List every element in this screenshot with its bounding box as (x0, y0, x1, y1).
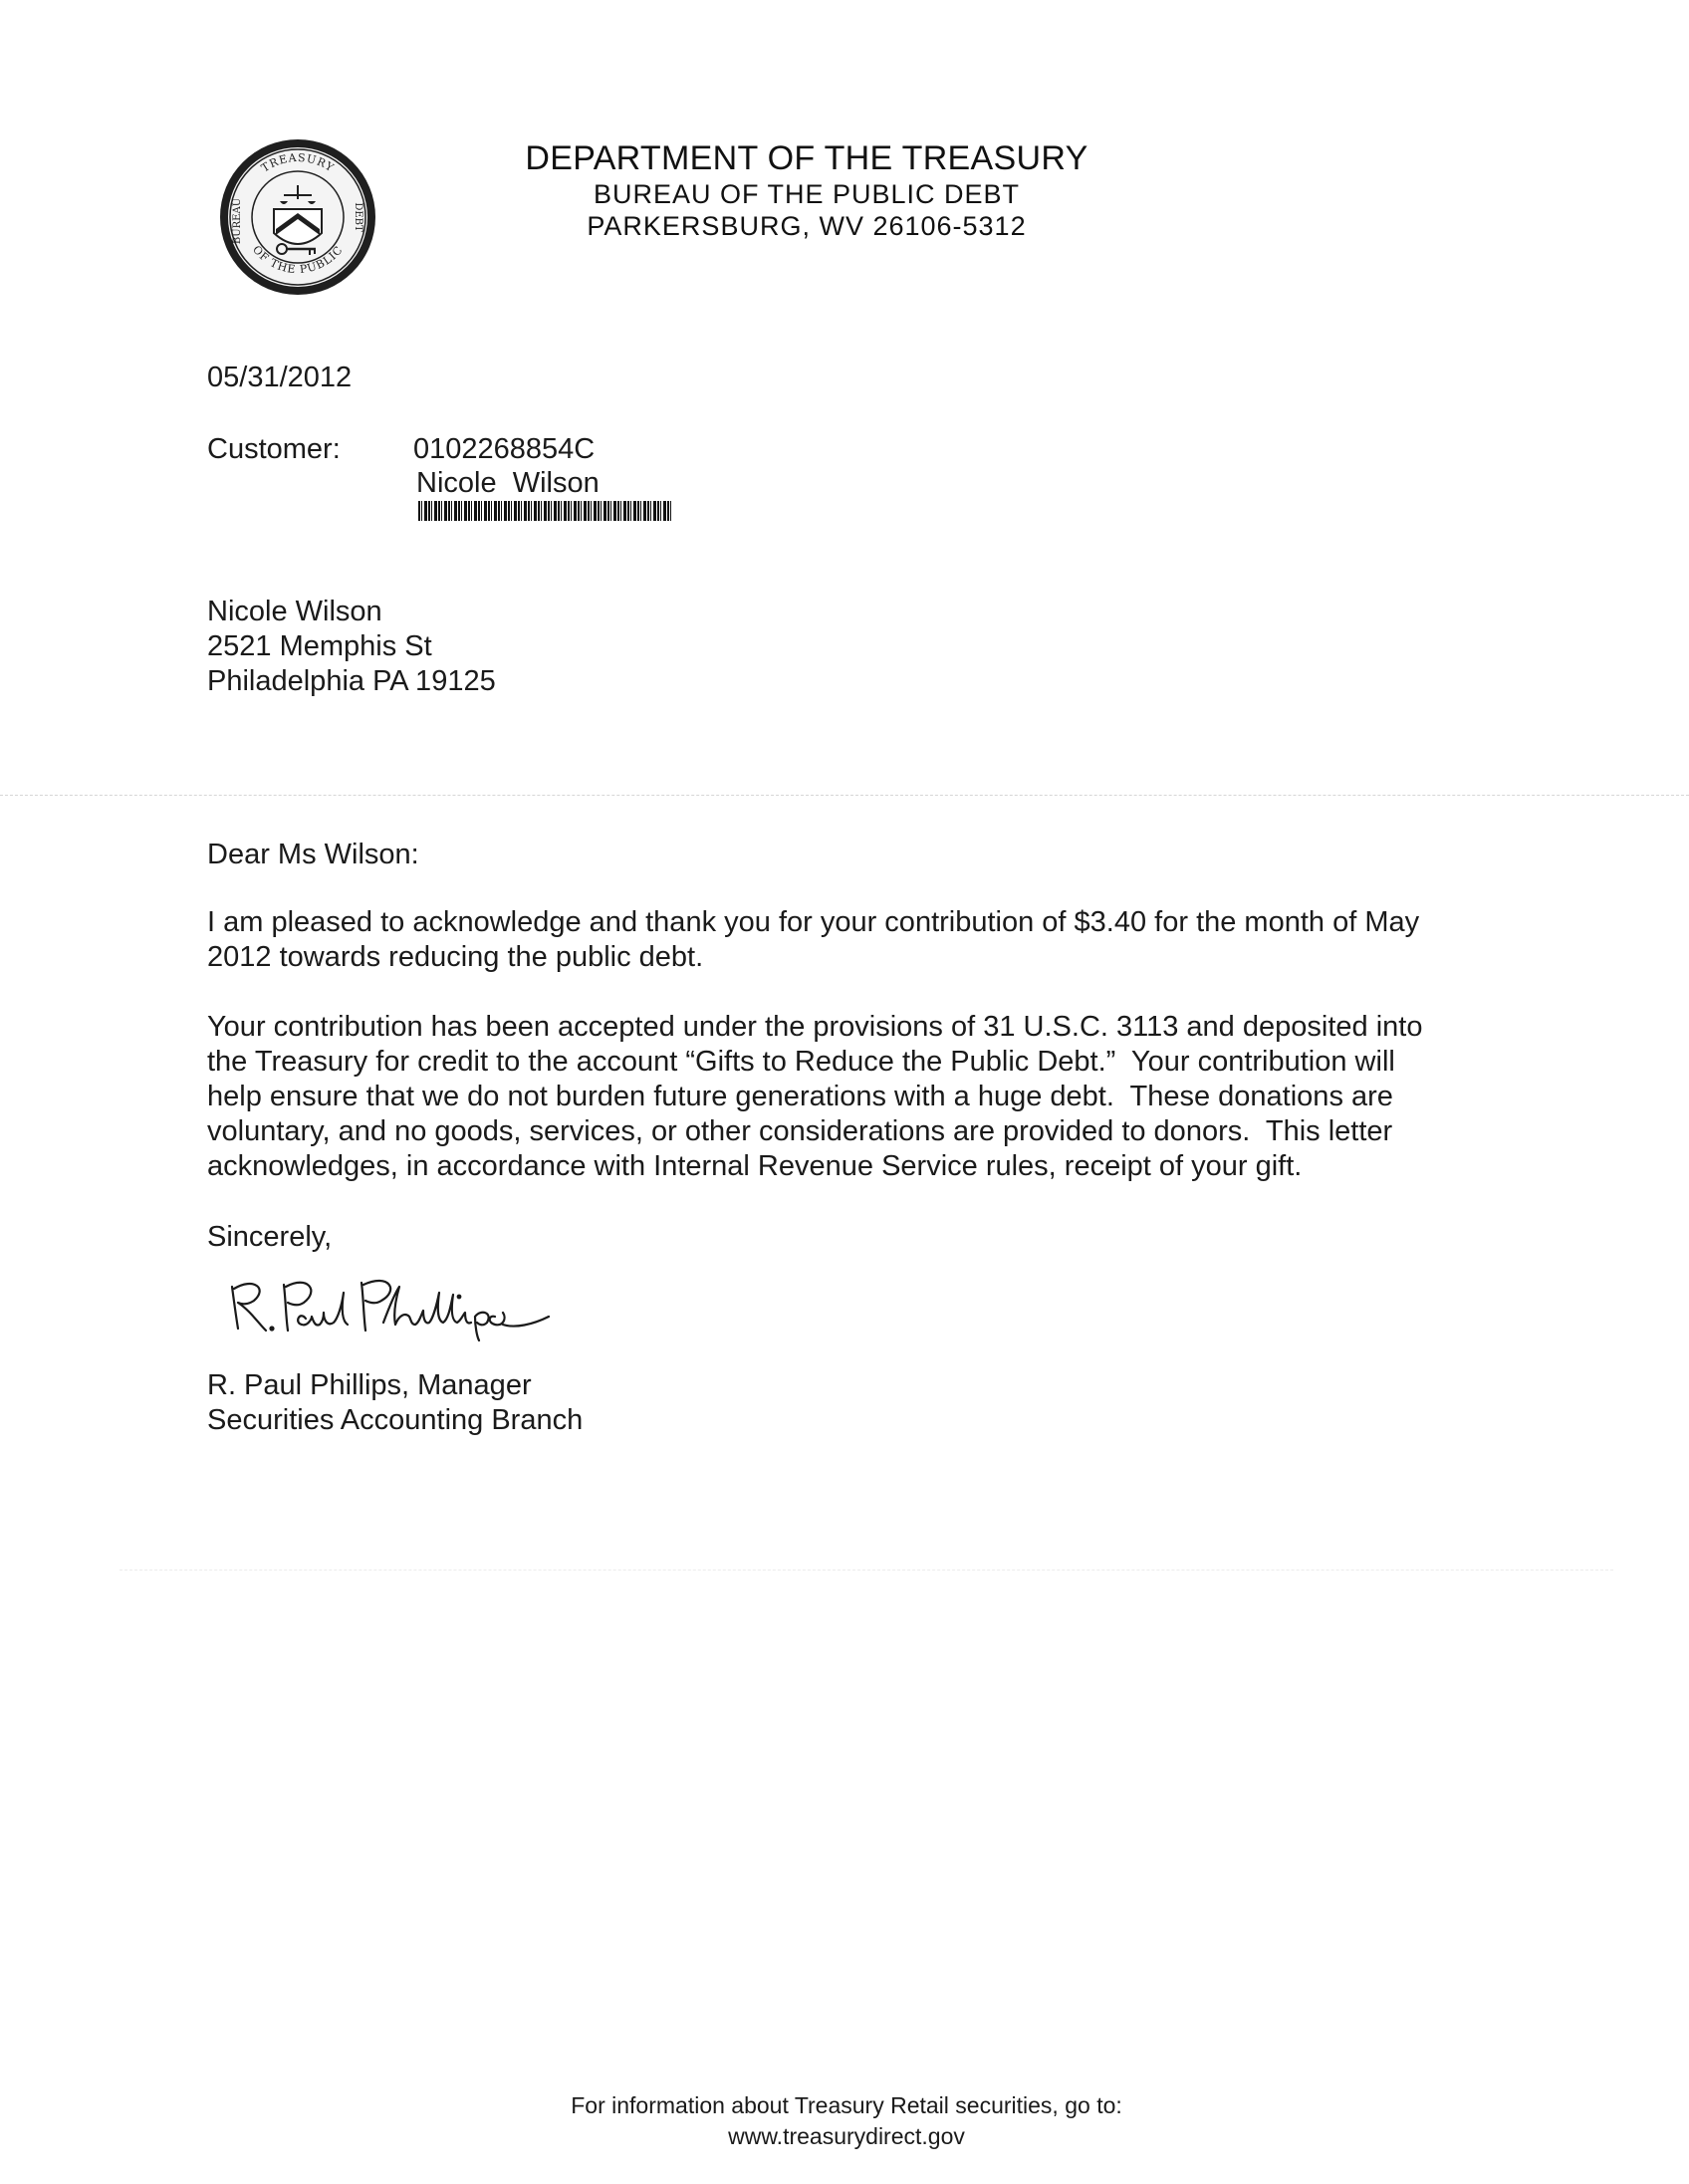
closing: Sincerely, (207, 1221, 333, 1253)
paragraph-1-line-1: I am pleased to acknowledge and thank you for your contribution of $3.40 for the month of May (207, 906, 1420, 938)
recipient-street: 2521 Memphis St (207, 630, 432, 662)
letter-date: 05/31/2012 (207, 362, 353, 393)
paragraph-2-line-2: the Treasury for credit to the account “Gifts to Reduce the Public Debt.” Your contribution will (207, 1046, 1395, 1078)
bureau-heading: BUREAU OF THE PUBLIC DEBT (593, 179, 1021, 209)
svg-text:DEBT: DEBT (353, 202, 363, 232)
signature-image (224, 1267, 573, 1341)
footer-info-text: For information about Treasury Retail securities, go to: (571, 2092, 1122, 2118)
recipient-city: Philadelphia PA 19125 (207, 665, 496, 697)
salutation: Dear Ms Wilson: (207, 839, 419, 870)
department-heading: DEPARTMENT OF THE TREASURY (525, 139, 1088, 177)
svg-text:TREASURY: TREASURY (259, 150, 337, 175)
fold-line (120, 1570, 1613, 1571)
bureau-address: PARKERSBURG, WV 26106-5312 (587, 211, 1027, 241)
customer-number: 0102268854C (413, 433, 596, 465)
treasury-seal-logo (218, 137, 377, 297)
footer (478, 2090, 1215, 2152)
paragraph-2-line-1: Your contribution has been accepted under the provisions of 31 U.S.C. 3113 and deposited into (207, 1011, 1423, 1043)
paragraph-2-line-5: acknowledges, in accordance with Internal Revenue Service rules, receipt of your gift. (207, 1150, 1303, 1182)
customer-label: Customer: (207, 433, 341, 465)
fold-line (0, 795, 1689, 796)
footer-website-link[interactable]: www.treasurydirect.gov (728, 2123, 965, 2149)
recipient-name: Nicole Wilson (207, 596, 382, 627)
paragraph-2-line-4: voluntary, and no goods, services, or other considerations are provided to donors. This letter (207, 1115, 1393, 1147)
customer-name: Nicole Wilson (416, 467, 600, 499)
svg-text:OF THE PUBLIC: OF THE PUBLIC (249, 243, 347, 277)
paragraph-1-line-2: 2012 towards reducing the public debt. (207, 941, 704, 973)
signer-branch: Securities Accounting Branch (207, 1404, 584, 1436)
paragraph-2-line-3: help ensure that we do not burden future generations with a huge debt. These donations are (207, 1081, 1393, 1112)
signer-name-title: R. Paul Phillips, Manager (207, 1369, 532, 1401)
svg-text:BUREAU: BUREAU (232, 197, 243, 245)
barcode-image (418, 501, 672, 521)
